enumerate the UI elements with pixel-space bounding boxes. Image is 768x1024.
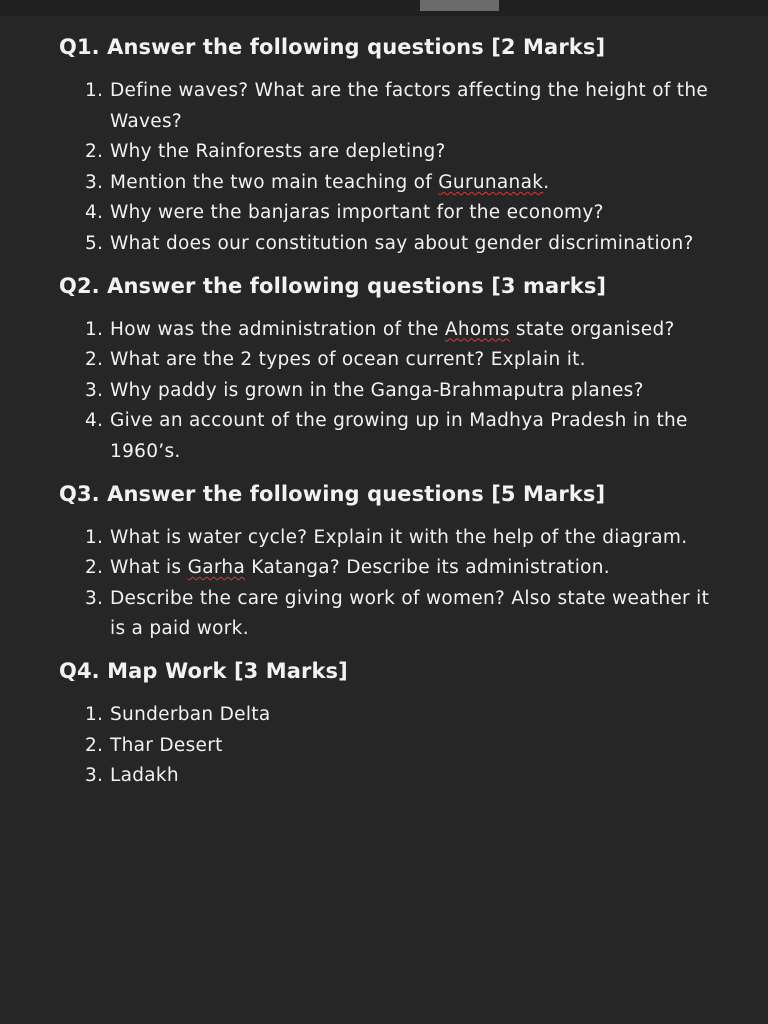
question-text: Why paddy is grown in the Ganga-Brahmaputra planes?	[110, 379, 644, 401]
question-number: 1.	[85, 526, 104, 548]
question-item	[0, 731, 768, 762]
spellcheck-flag: Gurunanak	[438, 171, 544, 193]
question-number: 3.	[85, 587, 104, 609]
question-text: Thar Desert	[110, 734, 223, 756]
question-text: Mention the two main teaching of Gurunanak.	[110, 171, 550, 193]
question-number: 3.	[85, 379, 104, 401]
spellcheck-flag: Ahoms	[444, 318, 510, 340]
question-text: Why the Rainforests are depleting?	[110, 141, 446, 163]
section-title: Q2. Answer the following questions [3 marks]	[59, 273, 607, 298]
question-sheet	[0, 30, 768, 801]
section-title: Q4. Map Work [3 Marks]	[59, 658, 348, 683]
question-list	[0, 523, 768, 645]
question-item	[0, 406, 768, 467]
question-item	[0, 137, 768, 168]
question-item	[0, 229, 768, 260]
question-number: 2.	[85, 349, 104, 371]
top-bar	[0, 0, 768, 16]
question-item	[0, 345, 768, 376]
question-number: 2.	[85, 734, 104, 756]
question-item	[0, 376, 768, 407]
question-item	[0, 553, 768, 584]
question-text: Sunderban Delta	[110, 703, 271, 725]
question-text: What is Garha Katanga? Describe its administration.	[110, 557, 610, 579]
question-number: 4.	[85, 202, 104, 224]
question-text: Define waves? What are the factors affecting the height of the Waves?	[110, 80, 709, 132]
question-number: 1.	[85, 703, 104, 725]
question-text: How was the administration of the Ahoms state organised?	[110, 318, 675, 340]
question-list	[0, 76, 768, 260]
question-text: What are the 2 types of ocean current? Explain it.	[110, 349, 586, 371]
question-item	[0, 168, 768, 199]
question-item	[0, 198, 768, 229]
question-text: Give an account of the growing up in Madhya Pradesh in the 1960’s.	[110, 410, 688, 462]
question-list	[0, 700, 768, 792]
question-item	[0, 584, 768, 645]
question-section	[0, 30, 768, 260]
question-text: Ladakh	[110, 765, 179, 787]
question-item	[0, 700, 768, 731]
question-section	[0, 654, 768, 792]
section-title: Q3. Answer the following questions [5 Marks]	[59, 481, 606, 506]
question-number: 3.	[85, 765, 104, 787]
question-text: What is water cycle? Explain it with the help of the diagram.	[110, 526, 688, 548]
question-section	[0, 269, 768, 468]
top-handle[interactable]	[420, 0, 499, 11]
question-number: 1.	[85, 80, 104, 101]
section-title: Q1. Answer the following questions [2 Marks]	[59, 35, 606, 59]
question-number: 1.	[85, 318, 104, 340]
question-item	[0, 761, 768, 792]
question-item	[0, 76, 768, 137]
question-text: Why were the banjaras important for the economy?	[110, 202, 604, 224]
question-number: 2.	[85, 141, 104, 163]
question-section	[0, 477, 768, 645]
question-item	[0, 315, 768, 346]
question-number: 5.	[85, 232, 104, 254]
question-number: 4.	[85, 410, 104, 432]
spellcheck-flag: Garha	[187, 557, 246, 579]
question-list	[0, 315, 768, 468]
question-number: 3.	[85, 171, 104, 193]
question-number: 2.	[85, 557, 104, 579]
question-text: What does our constitution say about gender discrimination?	[110, 232, 694, 254]
question-item	[0, 523, 768, 554]
question-text: Describe the care giving work of women? Also state weather it is a paid work.	[110, 587, 710, 640]
